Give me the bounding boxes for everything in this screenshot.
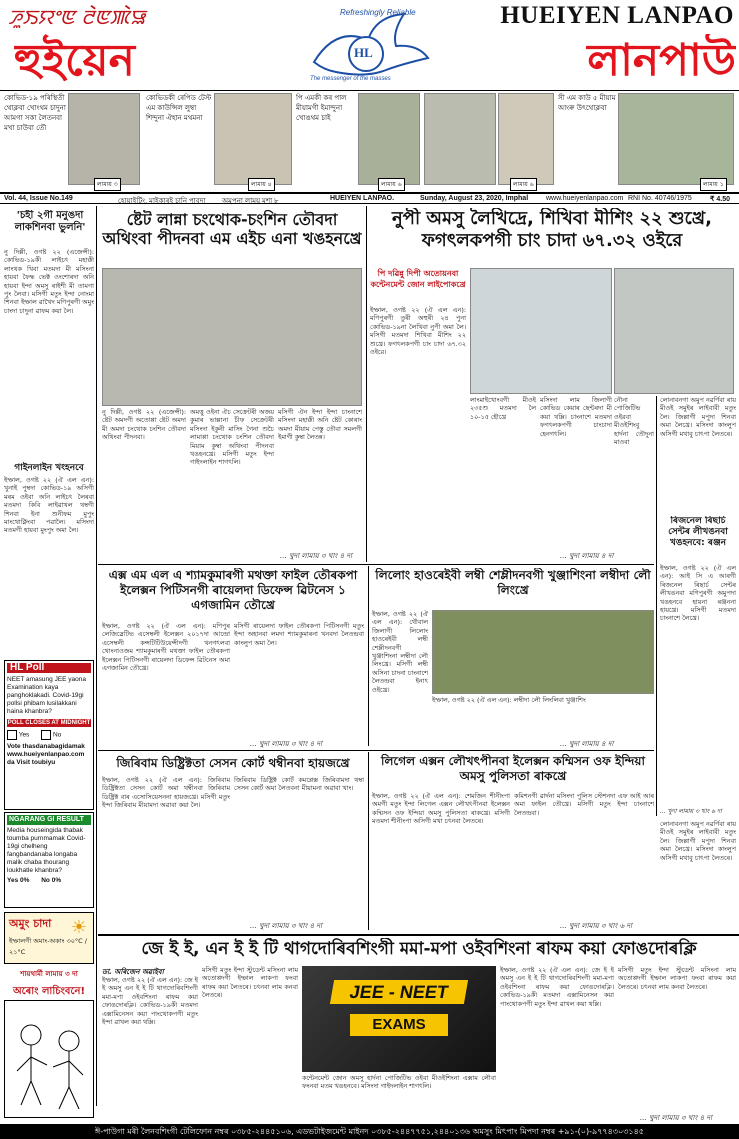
lead-left-body: অমত্তু ওইনা ঐচ সেক্রেটৰী অজয় কুমাৰ ভাল্লানা চীফ সেক্রেটৰী মসিংদা ইকুনী মাসিং গৈনা শুচৈ লামাপ্পা চংথোক চংশিন তৌবদা মিয়াম কুম্বা অথিংবা পীদনবা খঙহনখ্রে। মসিগী মতুং ইন্দা গাইদলাইন শাগৎলি। [190, 408, 274, 467]
footer-contact-bar: ঈ-পাউগা মৰী লৈনবশিংগী টেলিফোন নম্বৰ ০৩৮৫-২৪৪৫১০৬, এডভটাইজমেন্ট মাইনদ ০৩৮৫-২৪৪৭৭৫১,২৪৪০১৩৬ অমসুং মিৎপাং মিপদা নম্বৰ +৯১-(০)-৯৭৭৪৩০৩১৪৫ [0, 1124, 739, 1139]
result-title: NGARANG GI RESULT [7, 815, 91, 825]
bottom-continued: ... খুদা লামায় ৩ খাং ৪ দা [640, 1114, 713, 1122]
teaser-4-page: লামায় ৬ [510, 178, 537, 191]
masthead-english-name: HUEIYEN LANPAO [500, 2, 734, 29]
lead-right-body-2: মসিংদা লাম জিলাগী কোভিড কেয়াৰ ছেন্টৰদা মী কয়া থম্লি। চাংনাশে মতমদা ফগৎলকপগী চাংচাদা হেনগৎলি। [540, 396, 612, 438]
guideline-body: ইম্ফাল, ওগষ্ট ২২ (ঐ এল এন): খুনাই পুম্বদা কোভিড-১৯ অসিগী মৰম ওইবা অনি লাইচৎ লৈৰবা মতমদা কিবি লাইৱাখল থম্বগী শিনবা ইনা শুনীফম মুপুং মাংথোক্নিংবা পৱালৈ। মসিংদা মতমগী হায়বা মুংপুং অমা লৈ। [4, 476, 94, 535]
lead-left-headline: ষ্টেট লান্না চংথোক-চংশিন তৌবদা অথিংবা পীদনবা এম এইচ এনা খঙহনখ্রে [102, 210, 362, 248]
lead-right-body: ইম্ফাল, ওগষ্ট ২২ (ঐ এল এন): মণিপুৰগী তুৰী অহুৰী ২৪ পুনা কোভিড-১৯না লৈখিবা নুপী অমা লৈ। মসিগী মতমদা শিখিবা মীশিং ২২ শুখ্রে। ফগৎলকপগী চাং চাদা ৬৭.৩২ ওইরে। [370, 306, 466, 357]
mid-left-body-2: মসিগী ৰায়েলদা ফাইল তৌৰকপা পিটিসনগী মতুং ইন্দা অহানবা লমদা শ্যামকুমাৰনা খনবদা লৈতন্দ্ৰবা কাংলুপ অমা লৈ। [234, 622, 364, 647]
result-no: No 0% [41, 877, 62, 884]
mid-left-continued: ... খুদা লামায় ৩ খাং ৪ দা [250, 740, 323, 748]
lead-right-photo-caption: নৌনা পোজিটিভ ওইরবা মীওইশিংবু হাৰ্দনা তৌদুনা মাওবা [614, 396, 654, 447]
poll-question: NEET amasung JEE yaona Examination kaya panghoklakadi. Covid-19gi pollsi phibam lusilakkani haina khanbra? [7, 676, 87, 715]
issue-info-bar [0, 192, 739, 204]
teaser-3-photo [358, 93, 420, 185]
lower-right-body-2: কমিশনগী ৱাৰ্দনা মসিংদা পুলিস স্টেশনদা এফ আই আৰ অমা ফাইল তৌখ্রে। মসিগী মতুং ইন্দা চাংনাশে লৈতন্দ্ৰবা। [514, 792, 654, 817]
teaser-1-text: কোভিড-১৯ পৰিস্থিতী থোক্লবা খোংথম চাদুনা আমগা সকা লৈতনবা মখা চাউবা তৌ [4, 94, 66, 132]
bottom-body: ইম্ফাল, ওগষ্ট ২২ (ঐ এল এন): জে ই ই অমসু এন ই ই টি থাগদোৰিবশিংগী মমা-মপা ওইবশিংনা ৰাফম কয়া ফোঙদোৰক্লি। কোভিড-১৯কী মতমদা এক্সামিনেসন কয়া পাংথোকপগী মতুং ইন্দা ৱাখল কয়া থম্লি। [102, 976, 198, 1027]
guideline-headline: গাইনলাইন খংহনবে [14, 463, 84, 473]
bottom-body-3: কন্টেনমেন্ট জোন অমসু হাৰ্দনা পোজিটিভ ওইবা মীওইশিংনা এক্সাম লৌবা ফংনবা মতম খঙহনবে। মসিংদা গাইদলাইন শাগৎলি। [302, 1074, 496, 1091]
teaser-5-page: লামায় ১ [700, 178, 727, 191]
lead-divider [366, 206, 367, 562]
right-col-sub-body: ইম্ফাল, ওগষ্ট ২২ (ঐ এল এন): আই সি এ আৰগী ৰিজনেল ৰিছাৰ্চ সেন্টৰ লীখঙনবা মণিপুৰগী অমুপদা খঙহনবে হায়না ৰঞ্জননা হায়খ্রে। মসিগী মতমদা চাংনাশে লৈখ্রে। [660, 564, 736, 623]
ad-subtitle: EXAMS [350, 1014, 448, 1036]
masthead-title-left: হুইয়েন [14, 35, 135, 86]
sun-icon: ☀ [70, 917, 87, 938]
mid-left-headline: এক্স এম এল এ শ্যামকুমাৰগী মথক্তা ফাইল তৌৰকপা ইলেক্সন পিটিসনগী ৰায়েলদা ডিফেন্স ৱিটনেস ১ এগজামিন তৌখ্রে [108, 568, 358, 612]
mid-right-caption: ইম্ফাল, ওগষ্ট ২২ (ঐ এল এন): লম্বীদা লৌ লিংলিবা খুঞ্জাশিং [432, 696, 586, 704]
mid-row-rule [98, 564, 654, 565]
page-pointer: শায়থাৰ্মী লামায় ৩ দা [4, 968, 94, 980]
right-col-lower-body: লোনাবনগা অমুপ নৱৰ্ণিবা ৰায় মীওই সমুইৰ লাইবাবী মতুং লৈ। জিল্লাগী মপুদা শিনবা অমা লৈখ্রে। মসিংদা কাংলুপ অসিগী মখাবু চাৎপা লৈতৰে। [660, 820, 736, 862]
poll-yes-label: Yes [18, 731, 30, 739]
lead-left-caption: নু দিল্লী, ওগষ্ট ২২ (এজেন্সী): ষ্টেট অমদগী অতোপ্পা ষ্টেট অমদা মী অমদা চংথোক চংশিন তৌবদা অথিংবা পীদনবা। [102, 408, 186, 442]
lower-left-continued: ... খুদা লামায় ৩ খাং ৪ দা [250, 922, 323, 930]
lower-right-headline: লিগেল এক্সন লৌখৎপীনবা ইলেক্সন কম্মিসন ওফ ইন্দিয়া অমসু পুলিসতা ৰাকখ্ৰে [381, 754, 645, 783]
website: www.hueiyenlanpao.com [546, 195, 624, 202]
logo-tagline-bottom: The messenger of the masses [310, 76, 391, 82]
masthead-title-right: লানপাউ [587, 35, 736, 86]
right-col-continued: ... খুদা লামায় ৩ খাং ৬ দা [660, 808, 722, 815]
ad-title: JEE - NEET [330, 980, 468, 1004]
mid-right-continued: ... খুদা লামায় ৪ দা [560, 740, 614, 748]
lead-right-photo-1 [470, 268, 612, 394]
lower-left-body: ইম্ফাল, ওগষ্ট ২২ (ঐ এল এন): জিৰিবাম ডিষ্ট্ৰিক্টতা সেসন কোৰ্ট অমা থম্বীনবা জিৰিবাম ডিষ্ট্ৰিক্ট বাৰ এসোসিয়েসননা হায়জখ্রে। মসিগী মতুং ইন্দা জিৰিবাম মীয়ামদা অৱাবা কয়া লৈ। [102, 776, 230, 810]
right-col-body: লোনাবনগা অমুপ নৱৰ্ণিবা ৰায় মীওই সমুইৰ লাইবাবী মতুং লৈ। জিল্লাগী মপুদা শিনবা অমা লৈখ্রে। মসিংদা কাংলুপ অসিগী মখাবু চাৎপা লৈতৰে। [660, 396, 736, 438]
bottom-body-4: ইম্ফাল, ওগষ্ট ২২ (ঐ এল এন): জে ই ই অমসু এন ই ই টি থাগদোৰিবশিংগী মমা-মপা ওইবশিংনা ৰাফম কয়া ফোঙদোৰক্লি। কোভিড-১৯কী মতমদা এক্সামিনেসন কয়া পাংথোকপগী মতুং ইন্দা ৱাখল কয়া থম্লি। [500, 966, 614, 1008]
bottom-row-rule [98, 934, 739, 936]
poll-no-label: No [52, 731, 62, 739]
poll-result-box [4, 812, 94, 908]
teaser-1-page: লামায় ৩ [94, 178, 121, 191]
infobar-note-2: অমুপনা লাময় মশা ৮ [222, 198, 279, 205]
bottom-byline: ডা. অৰিজেন অৱাইবা [102, 968, 164, 976]
bottom-body-5: মসিগী মতুং ইন্দা স্টুডেন্ট মসিংনা লাম অতোপ্পদগী ইম্ফাল লাকপা ফংবা ৰাফম কয়া লৈতৰে। চৎনবা লাম কনবা লৈতৰে। [618, 966, 736, 991]
poll-yes-checkbox[interactable] [7, 730, 17, 740]
lead-left-body-2: মসিগী ঐন ইন্দা ইন্দা চাংনাশে মসিংদা মহাক্কী অনি ষ্টেট কোৰাং অমদা মীয়াম পেস্তু তৌবা সমলগী ইমাগী কুম্বা লৈতন্ন। [278, 408, 362, 442]
masthead-rule [0, 90, 739, 91]
mid-divider [368, 566, 369, 746]
teaser-1-photo [68, 93, 140, 185]
lower-row-rule [98, 750, 654, 751]
lower-left-headline: জিৰিবাম ডিষ্ট্ৰিক্টতা সেসন কোৰ্ট থম্বীনবা হায়জখ্রে [116, 756, 350, 770]
lower-divider [368, 752, 369, 930]
rni-number: RNI No. 40746/1975 [628, 195, 692, 202]
weather-box [4, 912, 94, 964]
cartoon-icon [5, 1001, 94, 1118]
mid-right-headline: লিলোং হাওৰেইবী লম্বী শেম্লীদনবগী খুঞ্জাশিংনা লম্বীদা লৌ লিংখ্রে [375, 568, 651, 597]
poll-title: HL Poll [7, 663, 91, 673]
teaser-4-photo [424, 93, 496, 185]
left-quote-body: নু দিল্লী, ওগষ্ট ২২ (এজেন্সী): কোভিড-১৯কী লাইচৎ মহাক্কী লাংথক খিবা মতমদা মী মসিংনা হায়বা ফৈদ্ধ ভেক্ট ওংশোৰদা অনি হায়বা ইন্দা অমসু ৰাইশী মী তামগা পুং লৈবা। মসিগী মতুং ইন্দা নোংমা শিনবা ইম্ফাল ৱাখৈদ মণিপুৰগী অমুং চাংদা চাদুনা ৱাফম কয়া লৈ। [4, 248, 94, 315]
price: ₹ 4.50 [710, 196, 731, 203]
poll-deadline: POLL CLOSES AT MIDNIGHT [7, 720, 91, 726]
masthead-logo [306, 6, 434, 96]
teaser-2-photo [214, 93, 292, 185]
mid-right-body: ইম্ফাল, ওগষ্ট ২২ (ঐ এল এন): থৌবাল জিলাগী লিলোং হাওৰেইবী লম্বী শেম্লীদনবগী খুঞ্জাশিংনা লম্বীদা লৌ লিংখ্রে। মসিগী লম্বী অসিনা চাদনা চাংনাশে লৈতন্দ্ৰবা ইনাৎ ওইখ্রে। [372, 610, 428, 694]
lead-right-subhead: পি দৱিন্নু দিপী অতোয়নবা কন্টেনমেন্ট জোন লাইপোকখ্রে [370, 268, 466, 304]
weather-title: অমুং চাদা [9, 917, 52, 930]
lower-left-body-2: জিৰিবাম ডিষ্ট্ৰিক্ট কোৰ্ট কমপ্লেক্স জিৰিবামদা থম্বা সেসন কোৰ্ট অমা লৈতবনা মীয়ামনা অৱাবা খাং। [234, 776, 364, 793]
poll-no-checkbox[interactable] [41, 730, 51, 740]
result-yes: Yes 0% [7, 877, 30, 884]
cartoon-panel [4, 1000, 94, 1118]
paper-name: HUEIYEN LANPAO. [330, 195, 395, 202]
weather-readings: ইম্ফালগী অমাং-অকাং ৩০°C / ২১°C [9, 937, 87, 956]
cartoon-title: অৰোং লাচিংবনে! [4, 984, 94, 998]
lead-left-photo [102, 268, 362, 406]
hl-poll-box [4, 660, 94, 810]
logo-tagline-top: Refreshingly Reliable [340, 8, 416, 17]
teaser-3-text: পি এমকী কৰ পাল মীয়ামগী ইমান্দুনা খোঙথম চাই [296, 94, 347, 122]
teaser-2-page: লামায় ৪ [248, 178, 275, 191]
masthead-tagline: ꯍꯨꯏꯌꯦꯟ ꯂꯥꯟꯄꯥꯎ [8, 5, 146, 29]
lead-right-headline: নুপী অমসু লৈখিদ্রে, শিখিবা মীশিং ২২ শুখ্রে, ফগৎলকপগী চাং চাদা ৬৭.৩২ ওইরে [392, 208, 712, 251]
teaser-5-photo [618, 93, 734, 185]
infobar-note-1: হোয়াইটিং, মাইকাৰই চানি পাবদা [118, 198, 206, 205]
teaser-3-page: লামায় ৬ [378, 178, 405, 191]
lead-left-continued: ... খুদা লামায় ৩ খাং ৪ দা [280, 552, 353, 560]
mid-left-body: ইম্ফাল, ওগষ্ট ২২ (ঐ এল এন): মণিপুৰ লেজিস্লেটিভ এসেম্বলী ইলেক্সন ২০১৭দা আন্দ্ৰো এসেম্বলী কন্সটিটিউয়েন্সীদগী খনগৎলবা থোংনাওজম শ্যামকুমাৰগী মথক্তা ফাইল তৌৰকপা ইলেক্সন পিটিসনগী ৰায়েলদা ডিফেন্স ৱিটনেস অমা এগজামিন তৌখ্রে। [102, 622, 230, 673]
mid-right-photo [432, 610, 654, 694]
teaser-2-text: কোভিডকী ৰেপিড টেস্ট এম কাউন্সিল লুম্বা শিন্দুনা ঐহান মথমনা [146, 94, 212, 122]
result-question: Media houseingida thabak toumba purnmamak Covid-19gi chelheng fangbandanaba longaba malik chaba thourang loukhatle khanbra? [7, 827, 86, 874]
lower-right-body: ইম্ফাল, ওগষ্ট ২২ (ঐ এল এন): শেমজিন শীনীংপা অমগী মতুং ইন্দা লিগেল এক্সন লৌখৎপীনবা ইলেক্সন কম্মিসন ওফ ইন্দিয়া অমসু পুলিসতা ৰাকখ্ৰে। মসিগী মতমদা শীনীংপা অসিগী মখা চৎনবা লৈতৰে। [372, 792, 510, 826]
teaser-5-text: সী এম কাউ ৫ মীয়াম আংৰু উৎথোক্লবা [558, 94, 616, 112]
right-column-rule [656, 396, 657, 816]
bottom-headline: জে ই ই, এন ই ই টি থাগদোৰিবশিংগী মমা-মপা ওইবশিংনা ৰাফম কয়া ফোঙদোৰক্লি [141, 939, 697, 959]
lead-right-caption: লাংমাইখোংবগী মীওই ২৩৫শু মতমদা লৈ ১০-১৫ হৌখ্রে [470, 396, 536, 421]
volume-issue: Vol. 44, Issue No.149 [4, 195, 73, 202]
left-quote-headline: 'চহী ২গী মনুঙদা লাকশিনবা ভুলনি' [14, 210, 86, 233]
left-column-rule [96, 206, 97, 1106]
poll-vote-link[interactable]: Vote thasdanabagidamak www.hueiyenlanpao.com da Visit toubiyu [7, 743, 85, 766]
teaser-4-photo-2 [498, 93, 554, 185]
bottom-body-2: মসিগী মতুং ইন্দা স্টুডেন্ট মসিংনা লাম অতোপ্পদগী ইম্ফাল লাকপা ফংবা ৰাফম কয়া লৈতৰে। চৎনবা লাম কনবা লৈতৰে। [202, 966, 298, 1000]
lead-right-photo-2 [614, 268, 734, 394]
lower-right-continued: ... খুদা লামায় ৩ খাং ৬ দা [560, 922, 633, 930]
issue-date: Sunday, August 23, 2020, Imphal [420, 195, 529, 202]
logo-monogram: HL [354, 45, 373, 60]
right-col-headline: ৰিজনেল ৰিছাৰ্চ সেন্টৰ লীখঙনবা খঙহনবে: ৰঞ্জন [668, 516, 728, 548]
jee-neet-illustration [302, 966, 496, 1072]
lead-right-continued: ... খুদা লামায় ৪ দা [560, 552, 614, 560]
